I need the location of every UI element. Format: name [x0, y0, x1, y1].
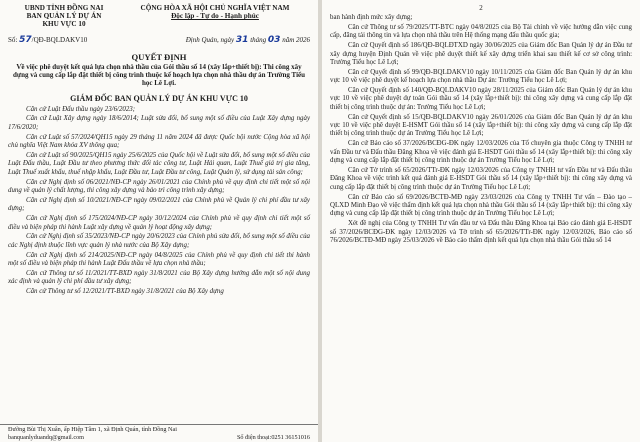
basis-paragraph: Căn cứ Luật số 90/2025/QH15 ngày 25/6/2025 của Quốc hội về Luật sửa đổi, bổ sung một số điều của Luật Đấu thầu, Luật Đầu tư theo phương thức đối tác công tư, Luật Hải quan, Luật Thuế giá trị gia tăng, Luật Thuế xuất khẩu, thuế nhập khẩu, Luật Đầu tư, Luật Đầu tư công, Luật Quản lý, sử dụng tài sản công;	[8, 152, 310, 176]
footer-email: banquanlyduandq@gmail.com	[8, 433, 84, 441]
date-day: 31	[235, 34, 249, 45]
footer-contact-row	[8, 434, 310, 442]
page-footer	[0, 424, 318, 442]
national-motto	[120, 4, 310, 29]
basis-paragraph: Căn cứ Quyết định số 15/QĐ-BQLDAKV10 ngày 26/01/2026 của Giám đốc Ban Quản lý dự án khu vực 10 về việc phê duyệt E-HSMT Gói thầu số 14 (xây lắp+thiết bị): thi công xây dựng và cung cấp lắp đặt thiết bị công trình thuộc dự án Trường Tiểu học Lê Lợi;	[330, 113, 632, 138]
document-meta	[8, 35, 310, 45]
motto: Độc lập - Tự do - Hạnh phúc	[171, 12, 259, 21]
basis-paragraph: Căn cứ Luật Xây dựng ngày 18/6/2014; Luật sửa đổi, bổ sung một số điều của Luật Xây dựng ngày 17/6/2020;	[8, 115, 310, 131]
basis-paragraph: Căn cứ Tờ trình số 65/2026/TTr-ĐK ngày 12/03/2026 của Công ty TNHH tư vấn Đầu tư và Đấu thầu Đăng Khoa về việc trình kết quả đánh giá E-HSDT Gói thầu số 14 (xây lắp+thiết bị): thi công xây dựng và cung cấp lắp đặt thiết bị công trình thuộc dự án Trường Tiểu học Lê Lợi;	[330, 167, 632, 191]
basis-paragraph: Căn cứ Nghị định số 10/2021/NĐ-CP ngày 09/02/2021 của Chính phủ về Quản lý chi phí đầu tư xây dựng;	[8, 196, 310, 213]
doc-no-prefix: Số:	[8, 35, 18, 44]
doc-no-suffix: /QĐ-BQLDAKV10	[31, 35, 88, 44]
document-number	[8, 35, 87, 45]
date-prefix: Định Quán, ngày	[185, 35, 235, 44]
nation-title: CỘNG HÒA XÃ HỘI CHỦ NGHĨA VIỆT NAM	[140, 4, 290, 12]
continued-paragraph: ban hành định mức xây dựng;	[330, 14, 413, 21]
document-date	[186, 35, 310, 45]
recommendation-paragraph: Xét đề nghị của Công ty TNHH Tư vấn đầu tư và Đấu thầu Đăng Khoa tại Báo cáo đánh giá E-HSDT số 37/2026/BCĐG-ĐK ngày 12/03/2026 và Tờ trình số 65/2026/TTr-ĐK ngày 12/03/2026, Báo cáo số 76/2026/BCTĐ-MĐ ngày 25/03/2026 về Báo cáo thẩm định kết quả lựa chọn nhà thầu Gói thầu số 14	[330, 220, 632, 244]
basis-paragraph: Căn cứ Thông tư số 11/2021/TT-BXD ngày 31/8/2021 của Bộ Xây dựng hướng dẫn một số nội dung xác định và quản lý chi phí đầu tư xây dựng;	[8, 270, 310, 286]
basis-paragraph: Căn cứ Quyết định số 140/QĐ-BQLDAKV10 ngày 28/11/2025 của Giám đốc Ban Quản lý dự án khu vực 10 về việc phê duyệt dự toán Gói thầu số 14 (xây lắp+thiết bị): thi công xây dựng và cung cấp lắp đặt thiết bị công trình thuộc dự án: Trường Tiểu học Lê Lợi;	[330, 87, 632, 111]
basis-paragraph: Căn cứ Luật số 57/2024/QH15 ngày 29 tháng 11 năm 2024 đã được Quốc hội nước Cộng hòa xã hội chủ nghĩa Việt Nam khóa XV thông qua;	[8, 133, 310, 150]
document-title: QUYẾT ĐỊNH	[131, 51, 187, 62]
agency-line-3: KHU VỰC 10	[42, 20, 86, 29]
agency-line-2: BAN QUẢN LÝ DỰ ÁN	[26, 12, 102, 21]
basis-paragraph: Căn cứ Nghị định số 35/2023/NĐ-CP ngày 20/6/2023 của Chính phủ sửa đổi, bổ sung một số điều của các Nghị định thuộc lĩnh vực quản lý nhà nước của Bộ Xây dựng;	[8, 233, 310, 249]
footer-address: Đường Bùi Thị Xuân, ấp Hiệp Tâm 1, xã Định Quán, tỉnh Đồng Nai	[8, 426, 177, 433]
footer-phone: Số điện thoại:0251 36151016	[236, 433, 310, 441]
basis-paragraph: Căn cứ Quyết định số 99/QĐ-BQLDAKV10 ngày 10/11/2025 của Giám đốc Ban Quản lý dự án khu vực 10 về việc phê duyệt kế hoạch lựa chọn nhà thầu Dự án: Trường Tiểu học Lê Lợi;	[330, 68, 632, 85]
document-page-2	[322, 0, 640, 442]
page-2-content	[330, 4, 632, 247]
issuing-agency	[8, 4, 120, 29]
basis-paragraph: Căn cứ Thông tư số 79/2025/TT-BTC ngày 04/8/2025 của Bộ Tài chính về việc hướng dẫn việc cung cấp, đăng tải thông tin và lựa chọn nhà thầu trên Hệ thống mạng đấu thầu quốc gia;	[330, 23, 632, 40]
basis-paragraph: Căn cứ Nghị định số 06/2021/NĐ-CP ngày 26/01/2021 của Chính phủ về quy định chi tiết một số nội dung về quản lý chất lượng, thi công xây dựng và bảo trì công trình xây dựng;	[8, 178, 310, 194]
date-mid: tháng	[250, 35, 267, 44]
page-number: 2	[479, 4, 483, 12]
date-month: 03	[267, 34, 281, 45]
basis-paragraph: Căn cứ Luật Đấu thầu ngày 23/6/2023;	[26, 105, 136, 113]
basis-paragraph: Căn cứ Nghị định số 214/2025/NĐ-CP ngày 04/8/2025 của Chính phủ về quy định chi tiết thi hành một số điều và biện pháp thi hành Luật Đấu thầu về lựa chọn nhà thầu;	[8, 251, 310, 268]
doc-no-handwritten: 57	[19, 34, 32, 45]
agency-line-1: UBND TỈNH ĐỒNG NAI	[24, 4, 104, 12]
basis-paragraph: Căn cứ Thông tư số 12/2021/TT-BXD ngày 31/8/2021 của Bộ Xây dựng	[26, 288, 224, 296]
date-suffix: năm 2026	[282, 35, 310, 44]
basis-paragraph: Căn cứ Nghị định số 175/2024/NĐ-CP ngày 30/12/2024 của Chính phủ về quy định chi tiết một số điều và biện pháp thi hành Luật xây dựng về quản lý hoạt động xây dựng;	[8, 215, 310, 231]
document-header	[8, 4, 310, 29]
basis-paragraph: Căn cứ Báo cáo số 37/2026/BCĐG-ĐK ngày 12/03/2026 của Tổ chuyên gia thuộc Công ty TNHH tư vấn Đầu tư và Đấu thầu Đăng Khoa về việc đánh giá E-HSDT Gói thầu số 14 (xây lắp+thiết bị): thi công xây dựng và cung cấp lắp đặt thiết bị công trình thuộc dự án Trường Tiểu học Lê Lợi;	[330, 140, 632, 165]
document-subject: Về việc phê duyệt kết quả lựa chọn nhà thầu của Gói thầu số 14 (xây lắp+thiết bị): Thi công xây dựng và cung cấp lắp đặt thiết bị công trình thuộc kế hoạch lựa chọn nhà thầu dự án Trường Tiểu học Lê Lợi.	[12, 62, 306, 88]
basis-paragraph: Căn cứ Báo cáo số 69/2026/BCTĐ-MĐ ngày 23/03/2026 của Công ty TNHH Tư vấn – Đào tạo – QLXD Minh Đạo về việc thẩm định kết quả lựa chọn nhà thầu Gói thầu số 14 (xây lắp+thiết bị): thi công xây dựng và cung cấp lắp đặt thiết bị công trình thuộc dự án Trường Tiểu học Lê Lợi;	[330, 193, 632, 218]
page-1-content	[8, 4, 310, 298]
basis-paragraph: Căn cứ Quyết định số 186/QĐ-BQLĐTXD ngày 30/06/2025 của Giám đốc Ban Quản lý dự án Đầu tư xây dựng huyện Định Quán về việc phê duyệt thiết kế xây dựng triển khai sau thiết kế cơ sở công trình: Trường Tiểu học Lê Lợi;	[330, 42, 632, 66]
document-page-1	[0, 0, 318, 442]
issuing-authority: GIÁM ĐỐC BAN QUẢN LÝ DỰ ÁN KHU VỰC 10	[70, 93, 248, 103]
